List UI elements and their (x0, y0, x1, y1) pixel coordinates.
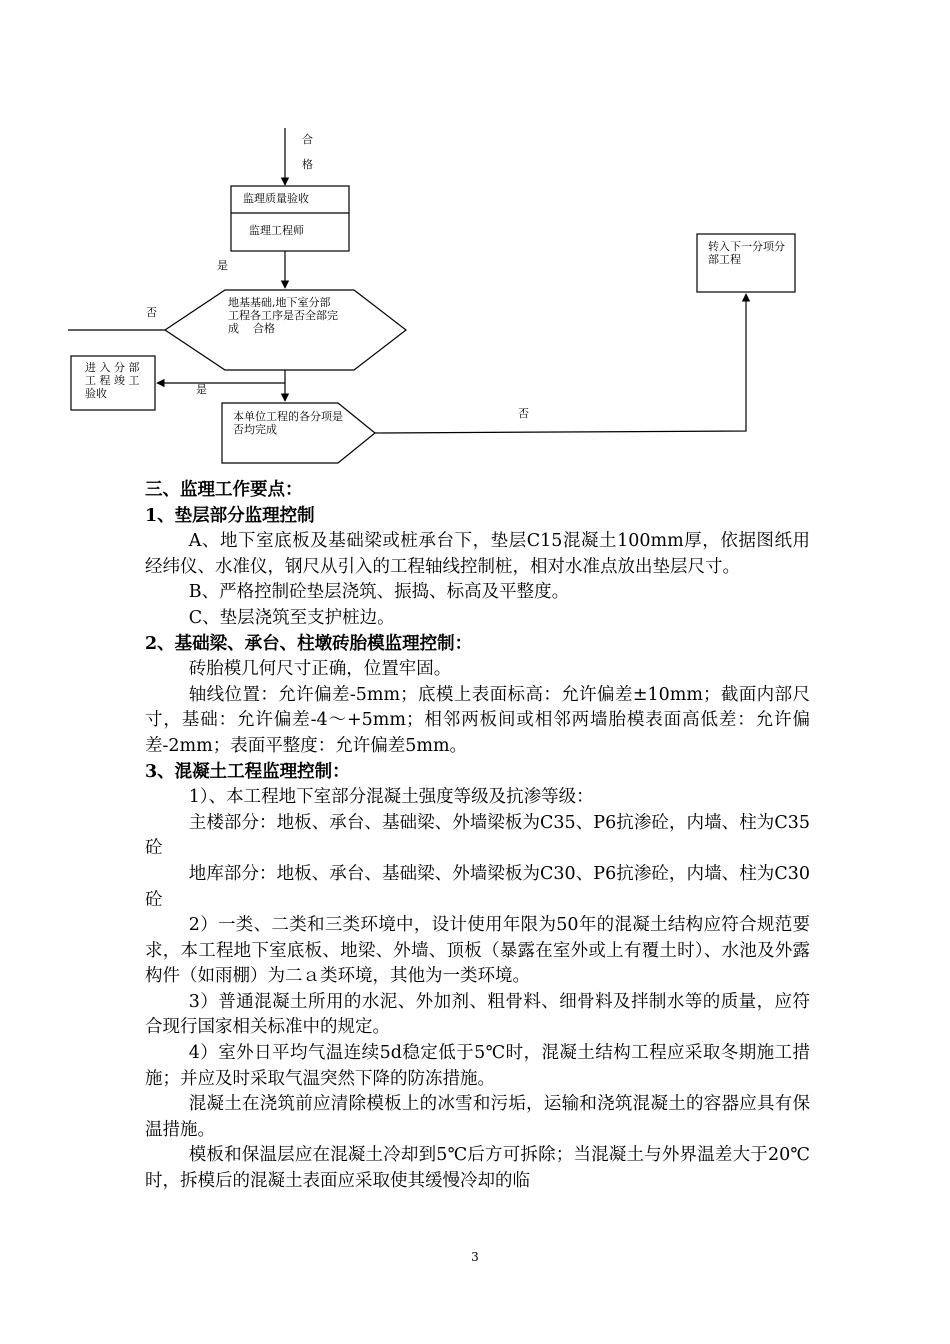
section-heading: 三、监理工作要点： (145, 480, 303, 500)
paragraph-3f: 4）室外日平均气温连续5d稳定低于5℃时，混凝土结构工程应采取冬期施工措施；并应及时采取气温突然下降的防冻措施。 (145, 1043, 810, 1089)
decision-1-text-line3: 成 合格 (228, 322, 275, 335)
no-label-1: 否 (146, 306, 157, 319)
decision-2-text-line2: 否均完成 (233, 423, 277, 436)
subheading-concrete: 3、混凝土工程监理控制： (145, 761, 350, 782)
paragraph-3e: 3）普通混凝土所用的水泥、外加剂、粗骨料、细骨料及拌制水等的质量，应符合现行国家相关标准中的规定。 (145, 991, 810, 1038)
completion-text-line3: 验收 (85, 387, 107, 400)
page-number: 3 (471, 1250, 479, 1264)
next-item-text-line1: 转入下一分项分 (708, 240, 785, 253)
paragraph-3b: 主楼部分：地板、承台、基础梁、外墙梁板为C35、P6抗渗砼，内墙、柱为C35砼 (145, 812, 810, 859)
completion-text-line1: 进 入 分 部 (85, 361, 140, 374)
no-label-2: 否 (518, 407, 529, 420)
pass-label-1: 合 (302, 133, 313, 146)
decision-2-text-line1: 本单位工程的各分项是 (233, 410, 343, 423)
decision-1-text-line1: 地基基础,地下室分部 (228, 296, 331, 309)
subheading-brick-formwork: 2、基础梁、承台、柱墩砖胎模监理控制： (145, 633, 473, 654)
paragraph-3h: 模板和保温层应在混凝土冷却到5℃后方可拆除；当混凝土与外界温差大于20℃时，拆模后的混凝土表面应采取使其缓慢冷却的临 (145, 1145, 810, 1192)
decision-1-text-line2: 工程各工序是否全部完 (228, 309, 338, 322)
paragraph-3a: 1）、本工程地下室部分混凝土强度等级及抗渗等级： (188, 787, 594, 808)
main-content (145, 478, 810, 1195)
paragraph-1c: C、垫层浇筑至支护桩边。 (188, 607, 395, 628)
paragraph-1b: B、严格控制砼垫层浇筑、振捣、标高及平整度。 (188, 582, 570, 603)
yes-label-1: 是 (217, 259, 228, 272)
next-item-text-line2: 部工程 (708, 253, 741, 266)
paragraph-1a: A、地下室底板及基础梁或桩承台下，垫层C15混凝土100mm厚，依据图纸用经纬仪、水准仪，钢尺从引入的工程轴线控制桩，相对水准点放出垫层尺寸。 (145, 531, 810, 577)
flowchart-diagram (0, 0, 950, 478)
paragraph-2b: 轴线位置：允许偏差-5mm；底模上表面标高：允许偏差±10mm；截面内部尺寸，基础：允许偏差-4～+5mm；相邻两板间或相邻两墙胎模表面高低差：允许偏差-2mm；表面平整度：允许偏差5mm。 (145, 684, 810, 756)
paragraph-3g: 混凝土在浇筑前应清除模板上的冰雪和污垢，运输和浇筑混凝土的容器应具有保温措施。 (145, 1094, 810, 1140)
pass-label-2: 格 (302, 158, 313, 171)
supervision-acceptance-label: 监理质量验收 (243, 192, 309, 205)
completion-text-line2: 工 程 竣 工 (85, 374, 140, 387)
arrow-no-to-next (375, 294, 746, 433)
subheading-cushion-layer: 1、垫层部分监理控制 (145, 505, 315, 526)
paragraph-2a: 砖胎模几何尺寸正确，位置牢固。 (188, 659, 452, 680)
yes-label-2: 是 (196, 383, 207, 396)
paragraph-3c: 地库部分：地板、承台、基础梁、外墙梁板为C30、P6抗渗砼，内墙、柱为C30砼 (145, 863, 810, 910)
supervision-engineer-label: 监理工程师 (249, 224, 304, 237)
paragraph-3d: 2）一类、二类和三类环境中，设计使用年限为50年的混凝土结构应符合规范要求，本工程地下室底板、地梁、外墙、顶板（暴露在室外或上有覆土时）、水池及外露构件（如雨棚）为二ａ类环境，其他为一类环境。 (145, 915, 810, 987)
